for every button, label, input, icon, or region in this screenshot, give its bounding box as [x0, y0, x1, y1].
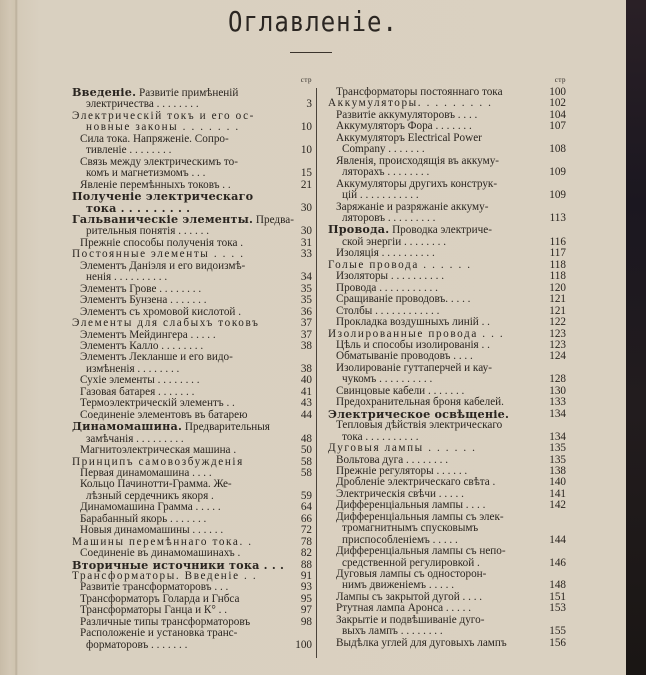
toc-entry-line: Голые провода . . . . . . [328, 258, 472, 271]
toc-entry-line: чукомъ . . . . . . . . . . [342, 373, 433, 386]
toc-entry [328, 133, 566, 156]
toc-entry [72, 421, 312, 445]
toc-entry-line: Предохранительная броня кабелей. [336, 396, 504, 409]
toc-page-number: 31 [300, 236, 312, 249]
toc-page-number: 64 [300, 501, 312, 514]
toc-entry [72, 525, 312, 536]
toc-page-number: 34 [300, 271, 312, 284]
toc-page-number: 35 [300, 294, 312, 307]
toc-entry-line: Company . . . . . . . [342, 143, 425, 156]
toc-entry-line: Выдѣлка углей для дуговыхъ лампъ [336, 636, 507, 649]
toc-entry [328, 202, 566, 225]
toc-entry [72, 479, 312, 502]
toc-entry-title [72, 352, 286, 375]
toc-page-number: 118 [549, 270, 566, 283]
toc-entry-title [328, 133, 540, 156]
section-heading: Динамомашина. [72, 419, 183, 434]
toc-entry-line: Элементъ Грове . . . . . . . . [80, 282, 202, 295]
toc-entry-line: комъ и магнетизмомъ . . . [86, 167, 206, 180]
toc-page-number: 118 [549, 258, 566, 271]
toc-page-number: 128 [549, 373, 566, 386]
toc-page-number: 95 [300, 592, 312, 605]
book-binding [626, 0, 646, 675]
toc-entry-line: измѣненія . . . . . . . . [86, 362, 180, 375]
toc-entry-title [72, 525, 286, 536]
toc-page-number: 58 [300, 455, 312, 468]
toc-page-number: 134 [549, 430, 566, 443]
toc-entry-line: Гальваническіе элементы. Предва- [72, 211, 294, 226]
toc-page-number: 37 [300, 317, 312, 330]
toc-page-number: 72 [300, 524, 312, 537]
toc-entry-line: Кольцо Пачинотти-Грамма. Же- [80, 478, 232, 491]
page-column-label: стр [554, 76, 566, 84]
toc-entry [328, 317, 566, 328]
toc-entry-line: Закрытіе и подвѣшиваніе дуго- [336, 613, 485, 626]
toc-entry-line: Прежніе способы полученія тока . [80, 236, 244, 249]
toc-entry [328, 294, 566, 305]
toc-entry-line: Новыя динамомашины . . . . . . [80, 524, 224, 537]
toc-page-number: 35 [300, 282, 312, 295]
toc-entry [72, 398, 312, 409]
toc-page-number: 41 [300, 385, 312, 398]
toc-entry-title [328, 156, 540, 179]
toc-page-number: 36 [300, 305, 312, 318]
toc-entry-line: Термоэлектрическій элементъ . . [80, 397, 235, 410]
toc-entry-title [72, 111, 286, 134]
toc-entry-line: выхъ лампъ . . . . . . . . [342, 625, 443, 638]
toc-entry-line: Тепловыя дѣйствія электрическаго [336, 419, 503, 432]
toc-entry [72, 211, 312, 238]
toc-entry-title [328, 638, 540, 649]
toc-entry-title [328, 363, 540, 386]
toc-entry-line: Вторичные источники тока . . . [72, 557, 285, 572]
toc-entry-line: лѣзный сердечникъ якоря . [86, 489, 214, 502]
toc-entry-title [328, 569, 540, 592]
toc-entry-line: Элементъ Бунзена . . . . . . . [80, 294, 207, 307]
toc-page-number: 142 [549, 499, 566, 512]
toc-entry-line: Полученіе электрическаго [72, 189, 254, 204]
toc-entry-line: Прокладка воздушныхъ линій . . [336, 316, 490, 329]
toc-entry-title [72, 295, 286, 306]
toc-entry [328, 638, 566, 649]
toc-page-number: 141 [549, 487, 566, 500]
toc-entry-title [328, 615, 540, 638]
toc-entry-line: Дуговыя лампы . . . . . . [328, 442, 477, 455]
toc-entry [328, 569, 566, 592]
toc-entry [72, 191, 312, 214]
toc-page-number: 100 [549, 86, 566, 98]
toc-entry-line: Вольтова дуга . . . . . . . . [336, 453, 448, 466]
toc-entry-line: Изолированіе гуттаперчей и кау- [336, 361, 492, 374]
toc-page-number: 30 [300, 201, 312, 214]
toc-entry-line: тока . . . . . . . . . . [342, 430, 419, 443]
toc-entry-line: Столбы . . . . . . . . . . . . [336, 304, 440, 317]
toc-entry-title [72, 421, 286, 445]
toc-entry-line: Аккумуляторы. . . . . . . . . [328, 97, 493, 110]
toc-entry-line: Цѣль и способы изолированія . . [336, 338, 490, 351]
toc-entry-line: Дуговыя лампы съ односторон- [336, 568, 487, 581]
toc-entry-title [72, 479, 286, 502]
toc-entry-line: Магнитоэлектрическая машина . [80, 444, 237, 457]
toc-page-number: 138 [549, 464, 566, 477]
toc-page-number: 100 [295, 638, 312, 651]
toc-entry [328, 363, 566, 386]
toc-entries-left [72, 87, 312, 651]
toc-entry-title [72, 87, 286, 111]
toc-entry-line: Элементъ Мейдингера . . . . . [80, 328, 216, 341]
page-column-label: стр [300, 76, 312, 84]
toc-entry [72, 628, 312, 651]
toc-page-number: 122 [549, 316, 566, 329]
toc-page-number: 10 [300, 121, 312, 134]
toc-entry-line: Элементъ Лекланше и его видо- [80, 351, 233, 364]
toc-page-number: 133 [549, 396, 566, 409]
toc-page-number: 59 [300, 489, 312, 502]
toc-entry-line: Расположеніе и установка транс- [80, 627, 238, 640]
toc-entry-title [328, 294, 540, 305]
toc-entry-title [328, 443, 540, 454]
toc-entry-line: Газовая батарея . . . . . . . [80, 385, 195, 398]
toc-page-number: 109 [549, 189, 566, 202]
toc-entry-line: Развитіе аккумуляторовъ . . . . [336, 108, 478, 121]
toc-entry-line: Элементы для слабыхъ токовъ [72, 317, 260, 330]
toc-entry [72, 352, 312, 375]
toc-entry-line: ляторовъ . . . . . . . . . [342, 211, 436, 224]
toc-entry-line: Элементъ съ хромовой кислотой . [80, 305, 241, 318]
toc-entry [328, 512, 566, 546]
toc-entry [328, 546, 566, 569]
toc-page-number: 134 [549, 407, 566, 420]
section-heading: Провода. [328, 222, 390, 237]
toc-page-number: 38 [300, 362, 312, 375]
toc-entry-title [328, 512, 540, 546]
toc-entry-title [72, 157, 286, 180]
toc-entry-line: Ртутная лампа Аронса . . . . . [336, 602, 472, 615]
toc-page-number: 109 [549, 166, 566, 179]
toc-page-number: 82 [300, 547, 312, 560]
toc-page-number: 117 [549, 247, 566, 260]
toc-entry-title [328, 420, 540, 443]
toc-page-number: 140 [549, 476, 566, 489]
toc-entry-title [72, 261, 286, 284]
toc-page-number: 151 [549, 590, 566, 603]
toc-entry [328, 224, 566, 248]
toc-page-number: 130 [549, 384, 566, 397]
toc-left-column [72, 76, 312, 651]
toc-entry [72, 87, 312, 111]
toc-entry-line: Машины перемѣннаго тока. . [72, 535, 253, 548]
toc-entry-line: Дифференціальныя лампы . . . . [336, 499, 486, 512]
toc-right-column [328, 76, 566, 649]
toc-page-number: 37 [300, 328, 312, 341]
toc-entry-line: Провода . . . . . . . . . . . [336, 281, 438, 294]
section-heading: Гальваническіе элементы. [72, 211, 254, 226]
toc-page-number: 107 [549, 120, 566, 133]
toc-page-number: 43 [300, 397, 312, 410]
toc-page-number: 144 [549, 533, 566, 546]
toc-entry-line: Введеніе. Развитіе примѣненій [72, 85, 239, 99]
toc-entry-line: Лампы съ закрытой дугой . . . . [336, 590, 483, 603]
toc-page-number: 93 [300, 581, 312, 594]
toc-entry-line: рительныя понятія . . . . . . [86, 225, 209, 238]
toc-entry-line: Дифференціальныя лампы съ элек- [336, 510, 504, 523]
toc-entry-line: ляторахъ . . . . . . . . [342, 166, 430, 179]
toc-entry-title [328, 224, 540, 248]
toc-entry-line: ской энергіи . . . . . . . . [342, 235, 446, 248]
toc-entry-title [328, 202, 540, 225]
toc-entry-line: тромагнитнымъ спусковымъ [342, 522, 479, 535]
toc-entry-line: электричества . . . . . . . . [86, 98, 199, 111]
toc-entry-line: Принципъ самовозбужденія [72, 455, 244, 468]
toc-entry-title [72, 398, 286, 409]
toc-page-number: 21 [300, 178, 312, 191]
toc-entry-line: Соединеніе элементовъ въ батарею [80, 408, 248, 421]
toc-entry-line: Дифференціальныя лампы съ непо- [336, 545, 506, 558]
toc-entry-line: Трансформаторы постояннаго тока [336, 86, 503, 98]
toc-entry [72, 111, 312, 134]
toc-page-number: 156 [549, 636, 566, 649]
toc-entry-line: средственной регулировкой . [342, 556, 480, 569]
toc-page-number: 135 [549, 453, 566, 466]
toc-page-number: 40 [300, 374, 312, 387]
toc-page-number: 3 [306, 98, 312, 111]
toc-entry-line: Изоляторы . . . . . . . . . . [336, 270, 444, 283]
toc-page-number: 121 [549, 304, 566, 317]
toc-entry-line: тивленіе . . . . . . . . [86, 144, 172, 157]
toc-entry [328, 179, 566, 202]
toc-entry-title [328, 546, 540, 569]
toc-page-number: 146 [549, 556, 566, 569]
toc-page-number: 116 [549, 235, 566, 248]
toc-entry-line: Динамомашина. Предварительныя [72, 419, 270, 434]
toc-page-number: 153 [549, 602, 566, 615]
toc-entry [72, 445, 312, 456]
toc-entry-title [328, 179, 540, 202]
toc-entry [72, 295, 312, 306]
toc-page-number: 38 [300, 339, 312, 352]
toc-entry [328, 443, 566, 454]
toc-entry-line: Прежніе регуляторы . . . . . . [336, 464, 468, 477]
toc-entry-line: Развитіе трансформаторовъ . . . [80, 581, 229, 594]
toc-entry-line: Барабанный якорь . . . . . . . [80, 512, 207, 525]
toc-entry [72, 157, 312, 180]
toc-entry-line: Изолированные провода . . . [328, 327, 505, 340]
toc-entry-title [72, 191, 286, 214]
toc-entry-line: Элементъ Даніэля и его видоизмѣ- [80, 259, 246, 272]
toc-entry-title [328, 317, 540, 328]
toc-page-number: 148 [549, 579, 566, 592]
toc-page-number: 113 [549, 211, 566, 224]
toc-entry-line: приспособленіемъ . . . . . [342, 533, 458, 546]
toc-entry-line: Явленіе перемѣнныхъ токовъ . . [80, 178, 231, 191]
toc-entry-line: ненія . . . . . . . . . . [86, 271, 168, 284]
toc-entry-line: Электрическія свѣчи . . . . . [336, 487, 464, 500]
toc-entry [328, 615, 566, 638]
toc-page-number: 78 [300, 535, 312, 548]
toc-entry-line: замѣчанія . . . . . . . . . [86, 432, 184, 445]
toc-entry-line: Сухіе элементы . . . . . . . . [80, 374, 200, 387]
toc-entry-line: новные законы . . . . . . . [86, 121, 240, 134]
toc-entry-line: Электрическій токъ и его ос- [72, 109, 256, 122]
toc-page-number: 30 [300, 225, 312, 238]
toc-page-number: 88 [300, 558, 312, 571]
column-divider [316, 88, 317, 658]
toc-entries-right [328, 87, 566, 649]
toc-entry-title [72, 318, 286, 329]
toc-entry-line: Связь между электрическимъ то- [80, 155, 238, 168]
toc-entry-line: Провода. Проводка электриче- [328, 222, 492, 237]
toc-page-number: 108 [549, 143, 566, 156]
toc-entry-line: Явленія, происходящія въ аккуму- [336, 154, 500, 167]
toc-entry-line: Сращиваніе проводовъ. . . . . [336, 293, 471, 306]
toc-entry-line: Аккумуляторъ Фора . . . . . . . [336, 120, 472, 133]
toc-entry-line: нимъ движеніемъ . . . . . [342, 579, 455, 592]
toc-page-number: 48 [300, 432, 312, 445]
toc-page-number: 66 [300, 512, 312, 525]
toc-entry-line: Элементъ Калло . . . . . . . . [80, 339, 204, 352]
toc-entry [328, 420, 566, 443]
toc-page-number: 33 [300, 248, 312, 261]
toc-entry-line: Трансформаторъ Голарда и Гнбса [80, 592, 240, 605]
toc-entry-line: Аккумуляторы другихъ конструк- [336, 177, 498, 190]
toc-entry-line: Заряжаніе и разряжаніе аккуму- [336, 200, 489, 213]
toc-entry-line: Трансформаторы. Введеніе . . [72, 570, 258, 583]
toc-entry-line: Соединеніе въ динамомашинахъ . [80, 547, 241, 560]
toc-entry-line: Различные типы трансформаторовъ [80, 615, 251, 628]
toc-entry-line: Изоляція . . . . . . . . . . [336, 247, 435, 260]
toc-entry-line: Трансформаторы Ганца и К° . . [80, 604, 228, 617]
toc-entry-title [72, 134, 286, 157]
toc-page-number: 44 [300, 408, 312, 421]
toc-page-number: 58 [300, 466, 312, 479]
toc-entry-line: Дробленіе электрическаго свѣта . [336, 476, 496, 489]
toc-page-number: 104 [549, 108, 566, 121]
toc-entry-line: тока . . . . . . . . . [86, 200, 191, 215]
toc-page-number: 120 [549, 281, 566, 294]
toc-entry [328, 156, 566, 179]
toc-entry [72, 134, 312, 157]
toc-page-number: 98 [300, 615, 312, 628]
toc-entry-line: Электрическое освѣщеніе. [328, 406, 510, 421]
toc-page-number: 50 [300, 444, 312, 457]
toc-page-number: 155 [549, 625, 566, 638]
toc-entry-line: Постоянные элементы . . . . [72, 248, 245, 261]
toc-entry-line: цій . . . . . . . . . . . [342, 189, 419, 202]
toc-page-number: 15 [300, 167, 312, 180]
toc-entry [72, 261, 312, 284]
toc-page-number: 135 [549, 442, 566, 455]
toc-page-number: 121 [549, 293, 566, 306]
toc-entry-line: Сила тока. Напряженіе. Сопро- [80, 132, 229, 145]
toc-page-number: 91 [300, 570, 312, 583]
page-title: Оглавленіе. [228, 5, 398, 39]
toc-page-number: 10 [300, 144, 312, 157]
toc-page-number: 123 [549, 327, 566, 340]
toc-page-number: 124 [549, 350, 566, 363]
toc-entry-title [72, 628, 286, 651]
toc-entry-line: Обматываніе проводовъ . . . . [336, 350, 473, 363]
toc-entry-line: Свинцовые кабели . . . . . . . [336, 384, 465, 397]
toc-entry-line: Динамомашина Грамма . . . . . [80, 501, 221, 514]
title-rule [290, 52, 332, 53]
toc-entry-line: форматоровъ . . . . . . . [86, 638, 188, 651]
toc-entry-title [72, 445, 286, 456]
toc-page-number: 102 [549, 97, 566, 110]
toc-entry-title [72, 211, 294, 238]
toc-page-number: 123 [549, 338, 566, 351]
toc-entry [328, 271, 566, 282]
toc-entry-line: Аккумуляторъ Electrical Power [336, 131, 482, 144]
toc-entry-title [328, 271, 540, 282]
toc-entry-line: Первая динамомашина . . . . [80, 466, 212, 479]
toc-entry [72, 318, 312, 329]
toc-page-number: 97 [300, 604, 312, 617]
section-heading: Введеніе. [72, 85, 137, 99]
